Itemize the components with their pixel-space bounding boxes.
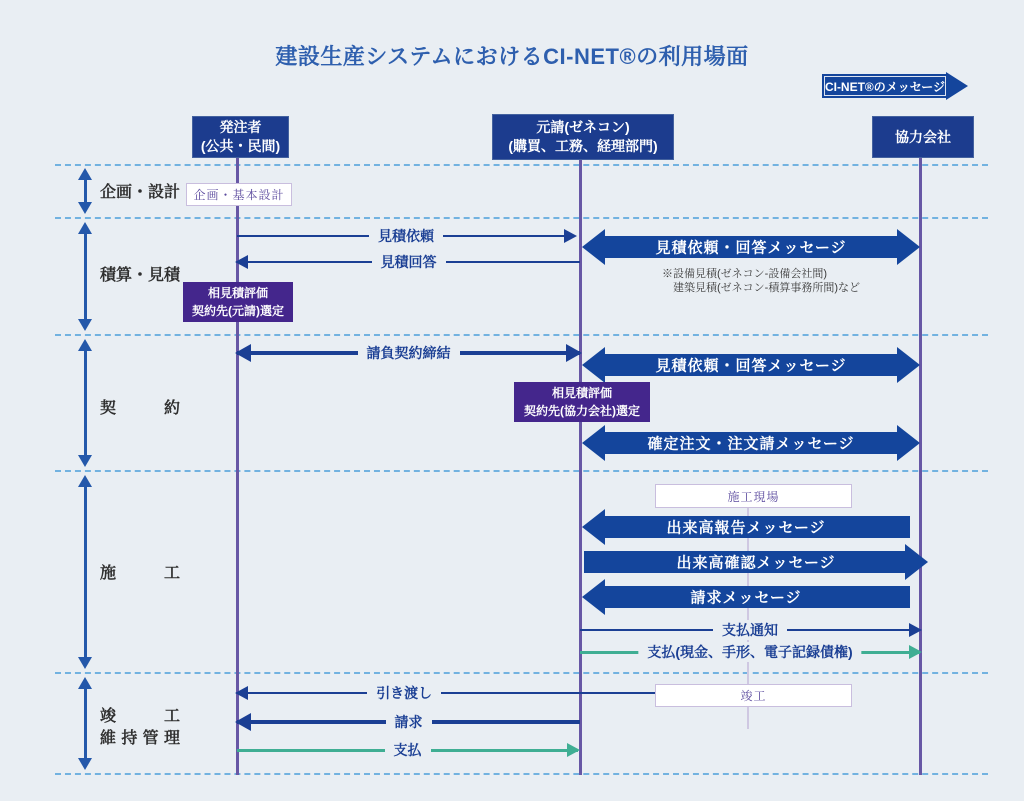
arrow-right-icon — [897, 347, 920, 383]
page-title: 建設生産システムにおけるCI-NET®の利用場面 — [275, 44, 749, 69]
arrow-left-icon — [582, 579, 605, 615]
arrow-left-icon — [235, 255, 248, 269]
legend-cinet-message — [822, 74, 968, 98]
arrow-left-icon — [235, 344, 251, 362]
arrow-down-icon — [78, 455, 92, 467]
estimate-note: ※設備見積(ゼネコン-設備会社間) 建築見積(ゼネコン-積算事務所間)など — [662, 268, 860, 294]
arrow-down-icon — [78, 319, 92, 331]
phase-divider — [55, 164, 988, 166]
arrow-right-icon — [897, 425, 920, 461]
phase-label-planning: 企画・設計 — [100, 184, 181, 201]
arrow-left-icon — [582, 347, 605, 383]
arrow-down-icon — [78, 657, 92, 669]
arrow-right-icon — [564, 229, 577, 243]
evaluation-select-partner: 相見積評価 契約先(協力会社)選定 — [514, 382, 650, 422]
arrow-up-icon — [78, 475, 92, 487]
lifeline-owner — [236, 155, 239, 775]
arrow-left-icon — [235, 686, 248, 700]
phase-label-contract: 契約 — [100, 400, 180, 417]
legend-label: CI-NET®のメッセージ — [824, 79, 946, 94]
cinet-usage-diagram: 企画・設計 積算・見積 契約 施工 竣工 維持管理 見積依頼 見積回答 見積依頼・回答メッセージ ※設備見積(ゼネコン-設備会社間) 建築見積(ゼネコン-積算事務所間)など 請負契約締結 見積依頼・回答メッセージ 確定注文・注文請メッセージ 出来高報告メッセージ 出来高確認メッセージ 請求メッセージ 支払通知 支払(現金、手形、電子記録債権) 引き渡し 請求 支払 企画・基本設計 施工現場 竣工 相見積評価 契約先(元請)選定 相見積評価 契約先(協力会社)選定 発注者 (公共・民間) 元請(ゼネコン) (購買、工務、経理部門) 協力会社 建設生産システムにおけるCI-NET®の利用場面 CI-NET®のメッセージ — [0, 0, 1024, 801]
arrow-right-icon — [897, 229, 920, 265]
milestone-basic-design: 企画・基本設計 — [186, 183, 292, 206]
evaluation-select-contractor: 相見積評価 契約先(元請)選定 — [183, 282, 293, 322]
phase-divider — [55, 672, 988, 674]
arrow-down-icon — [78, 758, 92, 770]
actor-contractor: 元請(ゼネコン) (購買、工務、経理部門) — [492, 114, 674, 160]
message-estimate-request-reply-2: 見積依頼・回答メッセージ — [582, 347, 920, 383]
phase-label-completion: 竣工 維持管理 — [100, 708, 180, 747]
milestone-completion: 竣工 — [655, 684, 852, 707]
arrow-left-icon — [582, 425, 605, 461]
phase-divider — [55, 334, 988, 336]
actor-owner: 発注者 (公共・民間) — [192, 116, 289, 158]
arrow-right-icon — [909, 623, 922, 637]
arrow-up-icon — [78, 168, 92, 180]
phase-label-construction: 施工 — [100, 565, 180, 582]
actor-partner: 協力会社 — [872, 116, 974, 158]
arrow-left-icon — [582, 509, 605, 545]
message-estimate-request-reply: 見積依頼・回答メッセージ — [582, 229, 920, 265]
message-invoice: 請求メッセージ — [582, 579, 910, 615]
phase-divider — [55, 773, 988, 775]
message-progress-confirmation: 出来高確認メッセージ — [584, 544, 928, 580]
arrow-up-icon — [78, 677, 92, 689]
message-order-confirmation: 確定注文・注文請メッセージ — [582, 425, 920, 461]
phase-label-estimation: 積算・見積 — [100, 267, 181, 284]
arrow-down-icon — [78, 202, 92, 214]
arrow-left-icon — [235, 713, 251, 731]
arrow-left-icon — [582, 229, 605, 265]
arrow-right-icon — [566, 344, 582, 362]
arrow-up-icon — [78, 222, 92, 234]
message-progress-report: 出来高報告メッセージ — [582, 509, 910, 545]
arrow-right-icon — [909, 645, 922, 659]
arrow-right-icon — [567, 743, 580, 757]
arrow-right-icon — [905, 544, 928, 580]
milestone-construction-site: 施工現場 — [655, 484, 852, 508]
arrow-up-icon — [78, 339, 92, 351]
phase-divider — [55, 217, 988, 219]
arrow-right-icon — [946, 72, 968, 100]
phase-divider — [55, 470, 988, 472]
